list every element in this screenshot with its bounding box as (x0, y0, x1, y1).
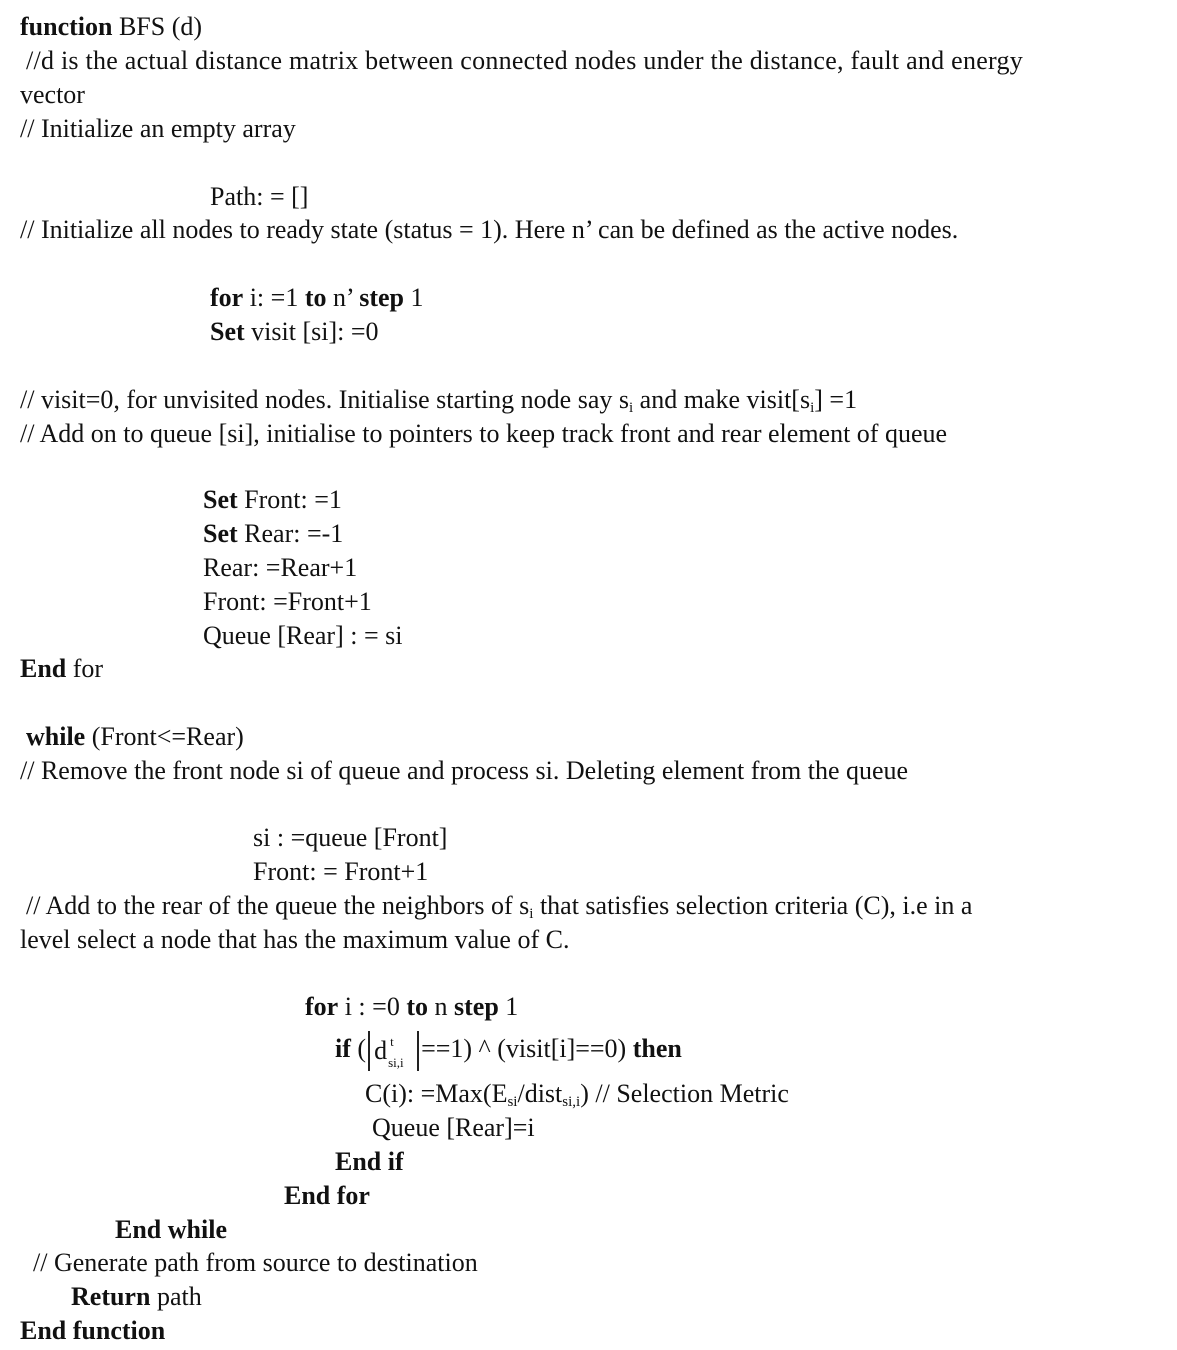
comment-add-neighbors-b: that satisfies selection criteria (C), i.e in a (533, 891, 973, 920)
keyword-set: Set (203, 485, 238, 514)
end-if: End if (335, 1147, 404, 1176)
queue-assign: Queue [Rear] : = si (203, 621, 403, 650)
end-for-rest: for (66, 654, 104, 683)
while-condition: (Front<=Rear) (85, 722, 244, 751)
comment-initialize-array: // Initialize an empty array (20, 114, 296, 143)
rear-increment: Rear: =Rear+1 (203, 553, 358, 582)
loop-step: 1 (404, 283, 424, 312)
loop-bound: n’ (326, 283, 360, 312)
loop-bound: n (428, 992, 454, 1021)
superscript-t: t (390, 1034, 394, 1050)
while-loop (26, 720, 244, 754)
if-condition-rest: ==1) ^ (visit[i]==0) (421, 1034, 633, 1063)
comment-add-neighbors (26, 889, 972, 923)
enqueue-neighbor: Queue [Rear]=i (372, 1113, 535, 1142)
return-value: path (150, 1282, 202, 1311)
subscript-si-i: si,i (388, 1055, 404, 1071)
front-advance: Front: = Front+1 (253, 857, 429, 886)
paren-open: ( (350, 1034, 367, 1063)
abs-distance-term (368, 1031, 419, 1071)
keyword-set: Set (203, 519, 238, 548)
keyword-to: to (406, 992, 428, 1021)
comment-visit-c: ] =1 (814, 385, 858, 414)
keyword-set: Set (210, 317, 245, 346)
metric-b: /dist (517, 1079, 563, 1108)
set-visit-expr: visit [si]: =0 (244, 317, 379, 346)
keyword-step: step (359, 283, 405, 312)
metric-c: ) // Selection Metric (580, 1079, 789, 1108)
keyword-for: for (305, 992, 339, 1021)
metric-a: C(i): =Max(E (365, 1079, 508, 1108)
keyword-step: step (454, 992, 499, 1021)
set-rear (203, 517, 343, 551)
comment-visit (20, 383, 857, 417)
distance-symbol: d (374, 1036, 388, 1066)
end-while: End while (115, 1215, 227, 1244)
keyword-then: then (632, 1034, 682, 1063)
subscript-i: i (810, 400, 815, 416)
comment-select-node: level select a node that has the maximum value of C. (20, 925, 570, 954)
comment-add-neighbors-a: // Add to the rear of the queue the neighbors of s (26, 891, 530, 920)
dequeue-assign: si : =queue [Front] (253, 823, 448, 852)
front-increment: Front: =Front+1 (203, 587, 372, 616)
keyword-while: while (26, 722, 86, 751)
comment-visit-a: // visit=0, for unvisited nodes. Initialise starting node say s (20, 385, 629, 414)
keyword-to: to (304, 283, 327, 312)
subscript-si: si (507, 1094, 518, 1110)
comment-visit-b: and make visit[s (633, 385, 811, 414)
comment-generate-path: // Generate path from source to destination (33, 1248, 478, 1277)
keyword-if: if (335, 1034, 351, 1063)
comment-distance-matrix: //d is the actual distance matrix between connected nodes under the distance, fault and energy (26, 46, 1023, 75)
subscript-i: i (529, 906, 534, 922)
subscript-i: i (628, 400, 634, 416)
comment-distance-matrix-cont: vector (20, 80, 85, 109)
inner-for-loop (305, 990, 518, 1024)
comment-remove-front: // Remove the front node si of queue and process si. Deleting element from the queue (20, 756, 909, 785)
selection-metric (365, 1077, 789, 1111)
loop-var: i: =1 (243, 283, 305, 312)
loop-var: i : =0 (338, 992, 407, 1021)
path-init: Path: = [] (210, 182, 309, 211)
keyword-for: for (210, 283, 244, 312)
if-condition (335, 1029, 682, 1071)
set-front (203, 483, 342, 517)
function-signature: BFS (d) (112, 12, 203, 41)
loop-step: 1 (498, 992, 519, 1021)
return-path (71, 1280, 202, 1314)
end-inner-for: End for (284, 1181, 370, 1210)
keyword-return: Return (71, 1282, 151, 1311)
keyword-function: function (20, 12, 113, 41)
end-function: End function (20, 1316, 166, 1345)
set-front-expr: Front: =1 (237, 485, 342, 514)
comment-queue: // Add on to queue [si], initialise to pointers to keep track front and rear element of queue (20, 419, 948, 448)
keyword-end: End (20, 654, 67, 683)
subscript-si-i: si,i (562, 1094, 581, 1110)
for-loop-init (210, 281, 424, 315)
function-header (20, 10, 202, 44)
set-visit (210, 315, 379, 349)
set-rear-expr: Rear: =-1 (237, 519, 344, 548)
comment-initialize-nodes: // Initialize all nodes to ready state (status = 1). Here n’ can be defined as the active nodes. (20, 215, 959, 244)
end-for (20, 652, 103, 686)
